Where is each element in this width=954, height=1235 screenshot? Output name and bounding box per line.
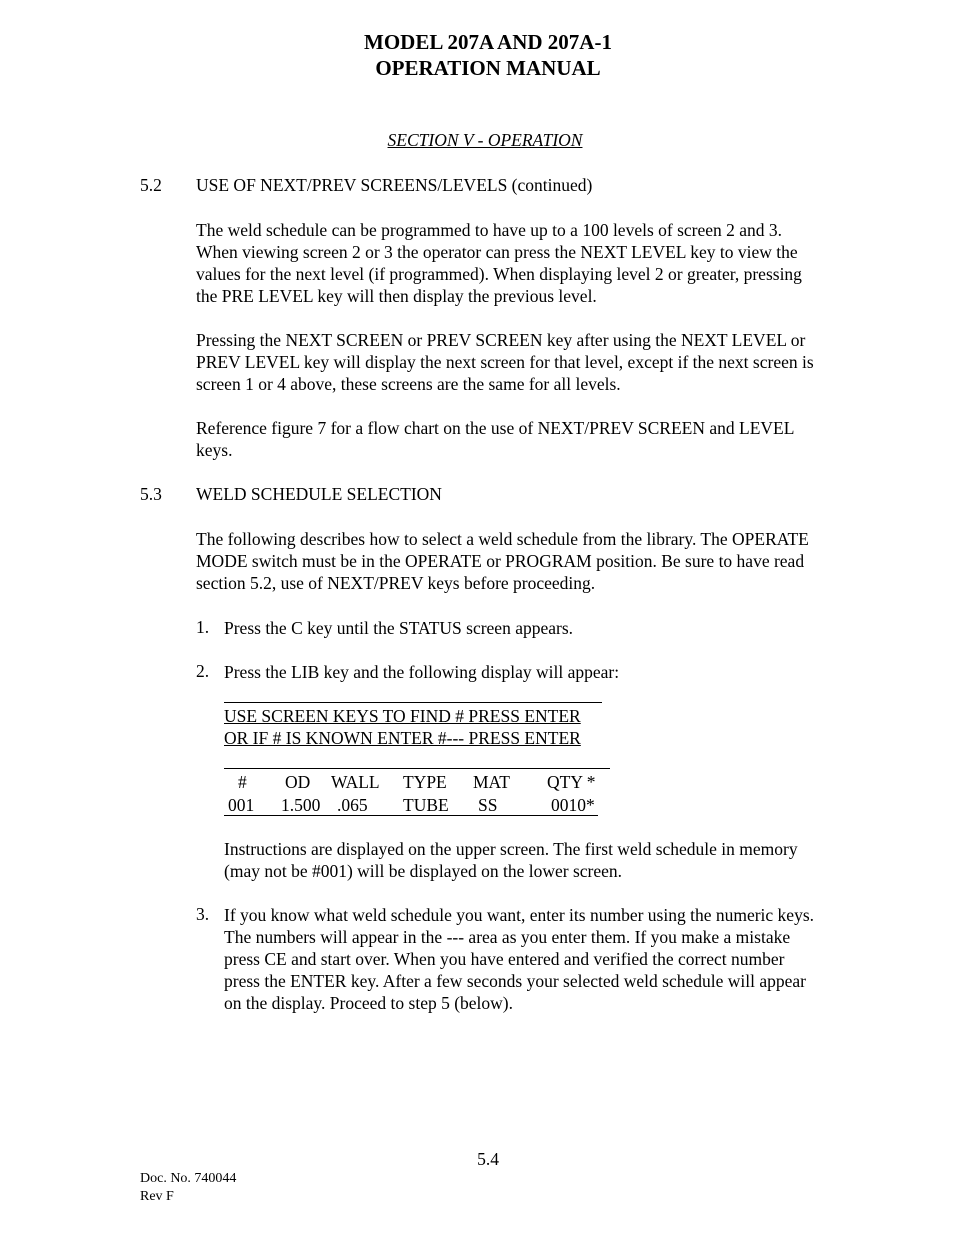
paragraph-selection-intro: The following describes how to select a weld schedule from the library. The OPERATE MODE switch must be in the OPERATE or PROGRAM position. Be sure to have read section 5.2, use of NEXT/PREV keys before proceeding. (196, 529, 809, 593)
doc-title-line2: OPERATION MANUAL (375, 56, 601, 80)
column-header-wall: WALL (331, 772, 380, 792)
doc-number: Doc. No. 740044 (140, 1171, 237, 1186)
column-header-number: # (238, 772, 247, 792)
value-number: 001 (228, 795, 255, 815)
paragraph-display-note: Instructions are displayed on the upper screen. The first weld schedule in memory (may not be #001) will be displayed on the lower screen. (224, 839, 798, 881)
revision: Rev F (140, 1189, 174, 1204)
section-heading-5-2: USE OF NEXT/PREV SCREENS/LEVELS (continued) (196, 175, 593, 195)
value-mat: SS (478, 795, 498, 815)
value-type: TUBE (403, 795, 449, 815)
section-heading-5-3: WELD SCHEDULE SELECTION (196, 484, 442, 504)
value-qty: 0010* (551, 795, 595, 815)
step-text: If you know what weld schedule you want, enter its number using the numeric keys. The numbers will appear in the --- area as you enter them. If you make a mistake press CE and start over. When you have entered and verified the correct number press the ENTER key. After a few seconds your selected weld schedule will appear on the display. Proceed to step 5 (below). (224, 905, 815, 1013)
column-header-qty: QTY * (547, 772, 596, 792)
section-number-5-3: 5.3 (140, 484, 162, 504)
section-number-5-2: 5.2 (140, 175, 162, 195)
value-od: 1.500 (281, 795, 321, 815)
column-header-od: OD (285, 772, 311, 792)
column-header-type: TYPE (403, 772, 447, 792)
display-lower-bottom-rule (224, 815, 598, 816)
step-text: Press the LIB key and the following display will appear: (224, 662, 620, 682)
display-upper-line2: OR IF # IS KNOWN ENTER #--- PRESS ENTER (224, 728, 581, 748)
doc-title-line1: MODEL 207A AND 207A-1 (364, 30, 612, 54)
paragraph-levels: The weld schedule can be programmed to have up to a 100 levels of screen 2 and 3. When viewing screen 2 or 3 the operator can press the NEXT LEVEL key to view the values for the next level (if programmed). When displaying level 2 or greater, pressing the PRE LEVEL key will then display the previous level. (196, 220, 802, 306)
step-number: 1. (196, 617, 210, 637)
paragraph-reference-figure: Reference figure 7 for a flow chart on the use of NEXT/PREV SCREEN and LEVEL keys. (196, 418, 794, 460)
value-wall: .065 (337, 795, 368, 815)
step-text: Press the C key until the STATUS screen appears. (224, 618, 574, 638)
page-number: 5.4 (477, 1149, 499, 1169)
section-title: SECTION V - OPERATION (387, 130, 583, 150)
column-header-mat: MAT (473, 772, 510, 792)
step-number: 2. (196, 661, 210, 681)
step-number: 3. (196, 904, 210, 924)
display-upper-top-rule (224, 702, 602, 703)
display-upper-line1: USE SCREEN KEYS TO FIND # PRESS ENTER (224, 706, 581, 726)
paragraph-next-screen: Pressing the NEXT SCREEN or PREV SCREEN key after using the NEXT LEVEL or PREV LEVEL key will display the next screen for that level, except if the next screen is screen 1 or 4 above, these screens are the same for all levels. (196, 330, 814, 394)
display-lower-top-rule (224, 768, 610, 769)
